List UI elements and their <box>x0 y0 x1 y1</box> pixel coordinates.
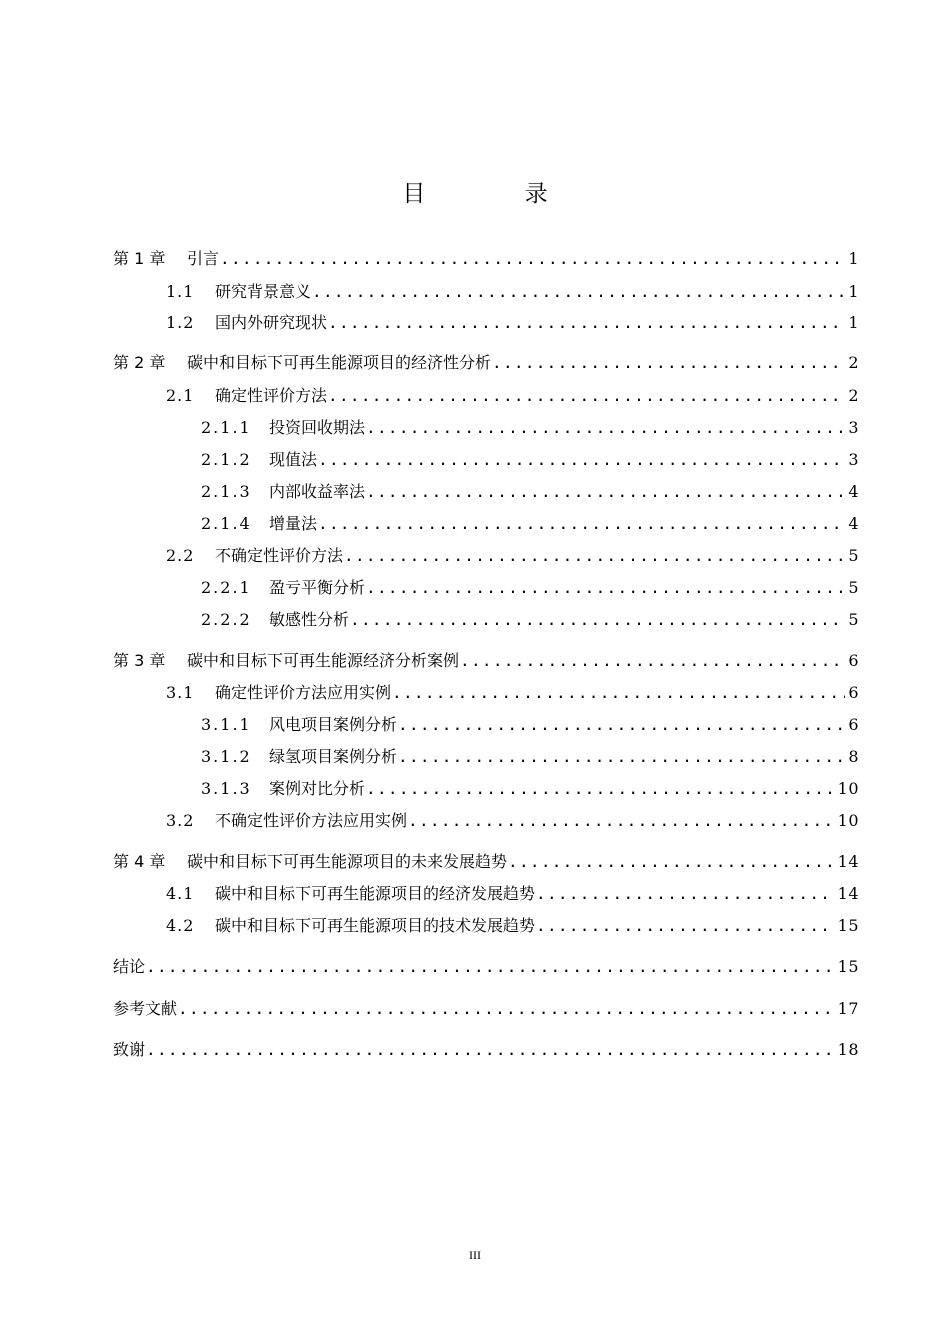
toc-entry-title: 敏感性分析 <box>269 610 350 629</box>
toc-entry-title: 增量法 <box>269 514 318 533</box>
toc-entry-title: 碳中和目标下可再生能源项目的经济发展趋势 <box>215 884 536 903</box>
toc-entry-number: 3.1.3 <box>201 779 252 798</box>
toc-entry-title: 案例对比分析 <box>269 779 366 798</box>
dot-leader <box>508 849 835 875</box>
dot-leader <box>408 808 835 834</box>
toc-entry-references[interactable] <box>113 996 859 1022</box>
toc-entry-chapter-4[interactable] <box>113 849 859 875</box>
toc-entry-section-2-1-1[interactable] <box>113 415 859 441</box>
toc-entry-page: 3 <box>848 450 859 469</box>
toc-entry-page: 6 <box>848 683 859 702</box>
dot-leader <box>178 996 835 1022</box>
toc-entry-number: 第 3 章 <box>113 651 166 670</box>
toc-entry-title: 碳中和目标下可再生能源项目的经济性分析 <box>187 353 492 372</box>
toc-entry-conclusion[interactable] <box>113 954 859 980</box>
toc-entry-page: 15 <box>837 957 859 976</box>
toc-entry-section-2-2-1[interactable] <box>113 575 859 601</box>
toc-entry-title: 确定性评价方法应用实例 <box>215 683 392 702</box>
dot-leader <box>344 543 845 569</box>
dot-leader <box>318 447 845 473</box>
toc-entry-section-2-1-3[interactable] <box>113 479 859 505</box>
toc-entry-title: 碳中和目标下可再生能源经济分析案例 <box>187 651 460 670</box>
toc-entry-number: 2.2 <box>166 546 195 565</box>
toc-entry-section-3-2[interactable] <box>113 808 859 834</box>
toc-entry-number: 2.1.2 <box>201 450 252 469</box>
page-title: 目 录 <box>402 181 594 207</box>
toc-entry-title: 盈亏平衡分析 <box>269 578 366 597</box>
toc-entry-chapter-3[interactable] <box>113 648 859 674</box>
toc-entry-title: 不确定性评价方法应用实例 <box>215 811 408 830</box>
toc-entry-page: 6 <box>848 651 859 670</box>
toc-entry-page: 2 <box>848 353 859 372</box>
toc-entry-section-2-1-4[interactable] <box>113 511 859 537</box>
toc-entry-title: 国内外研究现状 <box>215 313 328 332</box>
toc-entry-number: 2.1.3 <box>201 482 252 501</box>
toc-entry-page: 15 <box>837 916 859 935</box>
dot-leader <box>328 383 845 409</box>
toc-entry-number: 2.1 <box>166 386 195 405</box>
toc-entry-title: 结论 <box>113 957 146 976</box>
toc-entry-number: 第 2 章 <box>113 353 166 372</box>
toc-entry-section-2-1-2[interactable] <box>113 447 859 473</box>
dot-leader <box>146 954 835 980</box>
toc-entry-chapter-1[interactable] <box>113 246 859 272</box>
toc-entry-page: 1 <box>848 313 859 332</box>
toc-entry-section-3-1-3[interactable] <box>113 776 859 802</box>
dot-leader <box>392 680 845 706</box>
toc-entry-title: 致谢 <box>113 1040 146 1059</box>
toc-entry-page: 18 <box>837 1040 859 1059</box>
toc-entry-number: 1.2 <box>166 313 195 332</box>
toc-entry-page: 4 <box>848 482 859 501</box>
dot-leader <box>536 913 835 939</box>
toc-entry-number: 4.2 <box>166 916 195 935</box>
toc-entry-section-4-1[interactable] <box>113 881 859 907</box>
toc-entry-page: 10 <box>837 779 859 798</box>
toc-entry-number: 3.1 <box>166 683 195 702</box>
toc-entry-title: 碳中和目标下可再生能源项目的技术发展趋势 <box>215 916 536 935</box>
toc-entry-page: 17 <box>837 999 859 1018</box>
dot-leader <box>398 712 845 738</box>
toc-entry-page: 2 <box>848 386 859 405</box>
dot-leader <box>366 575 845 601</box>
dot-leader <box>366 479 845 505</box>
dot-leader <box>492 350 845 376</box>
toc-entry-number: 2.2.1 <box>201 578 252 597</box>
toc-entry-section-3-1-1[interactable] <box>113 712 859 738</box>
toc-entry-section-1-1[interactable] <box>113 279 859 305</box>
toc-entry-section-2-2[interactable] <box>113 543 859 569</box>
toc-entry-number: 2.2.2 <box>201 610 252 629</box>
dot-leader <box>220 246 845 272</box>
dot-leader <box>536 881 835 907</box>
page-number-footer: III <box>469 1248 481 1262</box>
toc-entry-page: 3 <box>848 418 859 437</box>
toc-entry-number: 4.1 <box>166 884 195 903</box>
toc-entry-title: 研究背景意义 <box>215 282 312 301</box>
dot-leader <box>312 279 845 305</box>
toc-entry-page: 5 <box>848 610 859 629</box>
toc-entry-section-1-2[interactable] <box>113 310 859 336</box>
toc-entry-page: 5 <box>848 546 859 565</box>
toc-entry-section-2-2-2[interactable] <box>113 607 859 633</box>
toc-entry-title: 引言 <box>187 249 220 268</box>
dot-leader <box>350 607 845 633</box>
toc-entry-title: 参考文献 <box>113 999 178 1018</box>
toc-entry-page: 5 <box>848 578 859 597</box>
toc-entry-section-3-1[interactable] <box>113 680 859 706</box>
toc-entry-title: 确定性评价方法 <box>215 386 328 405</box>
toc-entry-page: 14 <box>837 852 859 871</box>
dot-leader <box>460 648 845 674</box>
toc-entry-title: 不确定性评价方法 <box>215 546 344 565</box>
toc-entry-number: 第 4 章 <box>113 852 166 871</box>
toc-entry-number: 2.1.1 <box>201 418 252 437</box>
toc-entry-number: 1.1 <box>166 282 195 301</box>
dot-leader <box>366 776 835 802</box>
toc-entry-acknowledgements[interactable] <box>113 1037 859 1063</box>
toc-entry-number: 3.1.2 <box>201 747 252 766</box>
dot-leader <box>328 310 845 336</box>
dot-leader <box>146 1037 835 1063</box>
toc-entry-title: 内部收益率法 <box>269 482 366 501</box>
dot-leader <box>366 415 845 441</box>
toc-entry-page: 14 <box>837 884 859 903</box>
toc-entry-number: 3.1.1 <box>201 715 252 734</box>
toc-entry-page: 10 <box>837 811 859 830</box>
dot-leader <box>318 511 845 537</box>
toc-entry-title: 碳中和目标下可再生能源项目的未来发展趋势 <box>187 852 508 871</box>
toc-entry-section-3-1-2[interactable] <box>113 744 859 770</box>
toc-entry-title: 风电项目案例分析 <box>269 715 398 734</box>
toc-entry-title: 现值法 <box>269 450 318 469</box>
toc-entry-chapter-2[interactable] <box>113 350 859 376</box>
toc-entry-page: 4 <box>848 514 859 533</box>
toc-entry-page: 6 <box>848 715 859 734</box>
toc-entry-page: 8 <box>848 747 859 766</box>
toc-entry-section-4-2[interactable] <box>113 913 859 939</box>
toc-entry-number: 3.2 <box>166 811 195 830</box>
toc-entry-page: 1 <box>848 249 859 268</box>
toc-entry-title: 投资回收期法 <box>269 418 366 437</box>
toc-entry-page: 1 <box>848 282 859 301</box>
dot-leader <box>398 744 845 770</box>
toc-entry-number: 2.1.4 <box>201 514 252 533</box>
toc-entry-number: 第 1 章 <box>113 249 166 268</box>
toc-entry-title: 绿氢项目案例分析 <box>269 747 398 766</box>
toc-entry-section-2-1[interactable] <box>113 383 859 409</box>
